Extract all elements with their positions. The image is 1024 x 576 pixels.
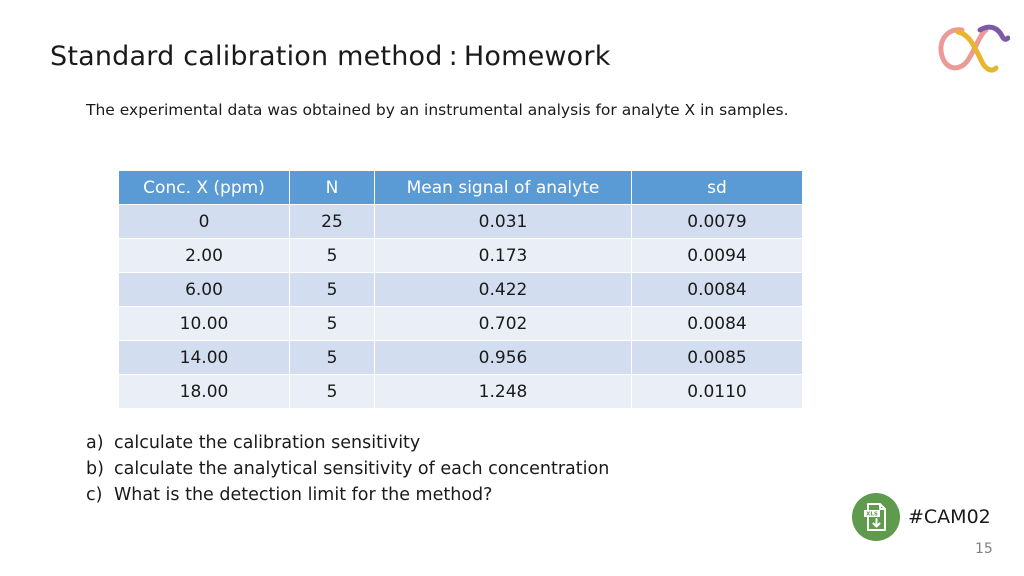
table-row [119, 307, 803, 341]
homework-tag: #CAM02 [908, 506, 991, 528]
cell-sd: 0.0085 [632, 341, 803, 375]
cell-n: 25 [290, 205, 375, 239]
cell-sd: 0.0079 [632, 205, 803, 239]
question-text: What is the detection limit for the method? [114, 485, 493, 505]
cell-mean-signal: 0.031 [375, 205, 632, 239]
cell-mean-signal: 1.248 [375, 375, 632, 409]
header-n: N [290, 171, 375, 205]
header-mean-signal: Mean signal of analyte [375, 171, 632, 205]
list-item [86, 482, 609, 508]
title-separator: : [448, 41, 458, 72]
cell-conc: 10.00 [119, 307, 290, 341]
alpha-logo [936, 20, 1010, 74]
xls-file-icon[interactable] [852, 493, 900, 541]
list-item [86, 456, 609, 482]
cell-mean-signal: 0.956 [375, 341, 632, 375]
question-marker: a) [86, 433, 104, 453]
cell-conc: 14.00 [119, 341, 290, 375]
page-number: 15 [975, 541, 993, 557]
cell-mean-signal: 0.173 [375, 239, 632, 273]
table-header-row [119, 171, 803, 205]
cell-sd: 0.0094 [632, 239, 803, 273]
slide-title-main: Standard calibration method [50, 41, 443, 72]
cell-n: 5 [290, 341, 375, 375]
cell-mean-signal: 0.422 [375, 273, 632, 307]
cell-conc: 6.00 [119, 273, 290, 307]
cell-sd: 0.0084 [632, 307, 803, 341]
table-row [119, 375, 803, 409]
slide-title-sub: Homework [463, 41, 611, 72]
cell-n: 5 [290, 307, 375, 341]
question-marker: b) [86, 459, 104, 479]
cell-mean-signal: 0.702 [375, 307, 632, 341]
cell-conc: 18.00 [119, 375, 290, 409]
cell-n: 5 [290, 375, 375, 409]
header-conc: Conc. X (ppm) [119, 171, 290, 205]
header-sd: sd [632, 171, 803, 205]
xls-label: XLS [866, 511, 878, 518]
cell-n: 5 [290, 239, 375, 273]
intro-paragraph: The experimental data was obtained by an instrumental analysis for analyte X in samples. [86, 101, 789, 119]
question-marker: c) [86, 485, 103, 505]
question-list [86, 430, 609, 508]
cell-conc: 0 [119, 205, 290, 239]
table-row [119, 205, 803, 239]
slide-title [50, 41, 611, 72]
cell-conc: 2.00 [119, 239, 290, 273]
table-row [119, 239, 803, 273]
calibration-data-table [118, 170, 803, 409]
table-row [119, 273, 803, 307]
cell-sd: 0.0084 [632, 273, 803, 307]
xls-file-glyph [852, 493, 900, 541]
cell-n: 5 [290, 273, 375, 307]
list-item [86, 430, 609, 456]
question-text: calculate the analytical sensitivity of each concentration [114, 459, 610, 479]
cell-sd: 0.0110 [632, 375, 803, 409]
question-text: calculate the calibration sensitivity [114, 433, 421, 453]
table-row [119, 341, 803, 375]
